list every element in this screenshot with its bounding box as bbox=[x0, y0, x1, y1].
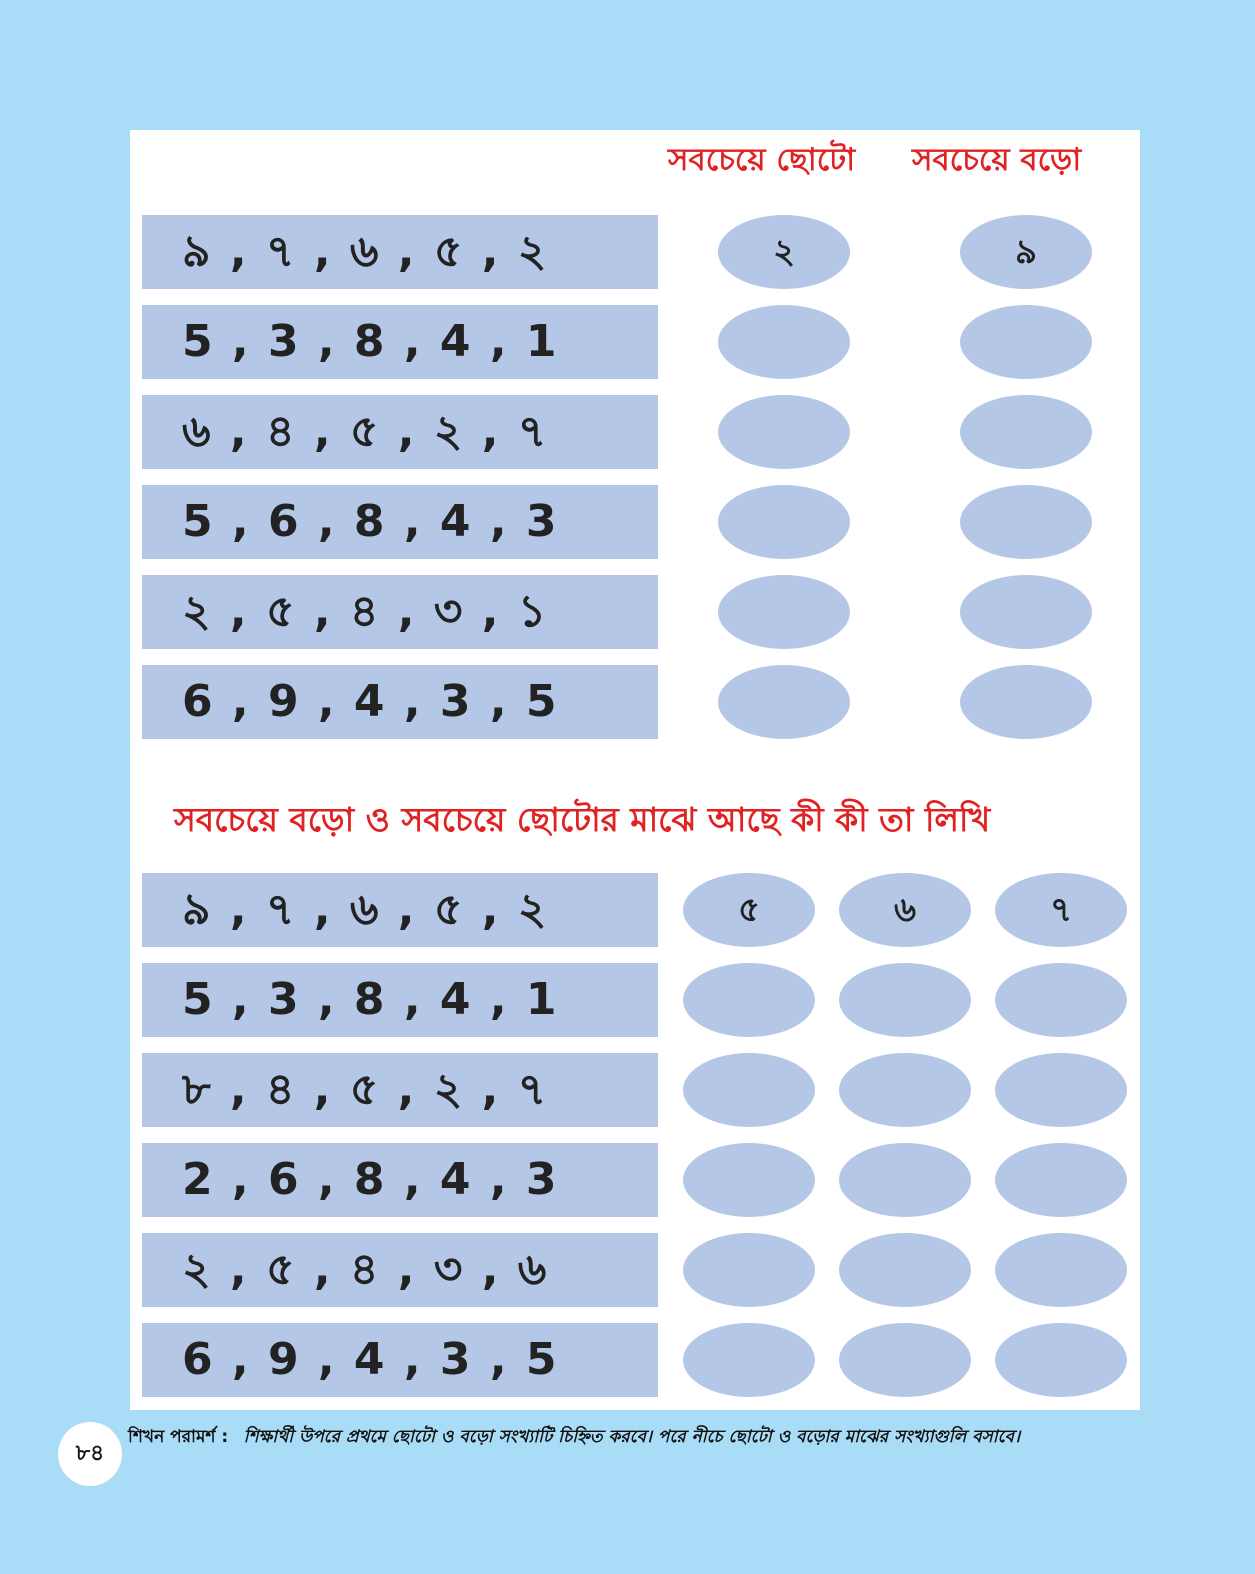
number-row: 2 , 6 , 8 , 4 , 3 bbox=[142, 1143, 658, 1217]
page-footer bbox=[0, 1410, 1255, 1490]
number-row: 5 , 3 , 8 , 4 , 1 bbox=[142, 963, 658, 1037]
smallest-answer-oval[interactable] bbox=[718, 305, 850, 379]
between-answer-oval[interactable] bbox=[683, 1323, 815, 1397]
number-row: 5 , 6 , 8 , 4 , 3 bbox=[142, 485, 658, 559]
between-answer-oval[interactable] bbox=[839, 1143, 971, 1217]
learning-tip bbox=[128, 1424, 1020, 1452]
between-answer-oval[interactable] bbox=[683, 1053, 815, 1127]
number-row: ২ , ৫ , ৪ , ৩ , ৬ bbox=[142, 1233, 658, 1307]
page-number: ৮৪ bbox=[58, 1422, 122, 1486]
between-answer-oval[interactable] bbox=[995, 1323, 1127, 1397]
between-answer-oval[interactable] bbox=[995, 1233, 1127, 1307]
between-answer-oval[interactable] bbox=[995, 1143, 1127, 1217]
number-row: 5 , 3 , 8 , 4 , 1 bbox=[142, 305, 658, 379]
tip-label: শিখন পরামর্শ : bbox=[128, 1427, 229, 1447]
between-answer-oval[interactable] bbox=[683, 1233, 815, 1307]
number-row: ৬ , ৪ , ৫ , ২ , ৭ bbox=[142, 395, 658, 469]
between-heading: সবচেয়ে বড়ো ও সবচেয়ে ছোটোর মাঝে আছে কী কী তা লিখি bbox=[174, 800, 991, 839]
tip-text: শিক্ষার্থী উপরে প্রথমে ছোটো ও বড়ো সংখ্যাটি চিহ্নিত করবে। পরে নীচে ছোটো ও বড়োর মাঝের সংখ্যাগুলি বসাবে। bbox=[243, 1427, 1021, 1447]
largest-answer-oval[interactable] bbox=[960, 665, 1092, 739]
between-answer-oval[interactable] bbox=[839, 1053, 971, 1127]
smallest-answer-oval[interactable] bbox=[718, 575, 850, 649]
number-row: 6 , 9 , 4 , 3 , 5 bbox=[142, 1323, 658, 1397]
smallest-answer-oval[interactable] bbox=[718, 395, 850, 469]
between-answer-oval[interactable]: ৫ bbox=[683, 873, 815, 947]
smallest-answer-oval[interactable] bbox=[718, 665, 850, 739]
between-answer-oval[interactable] bbox=[995, 1053, 1127, 1127]
between-answer-oval[interactable] bbox=[683, 963, 815, 1037]
between-answer-oval[interactable] bbox=[839, 963, 971, 1037]
between-answer-oval[interactable]: ৭ bbox=[995, 873, 1127, 947]
worksheet bbox=[130, 130, 1140, 1410]
largest-answer-oval[interactable] bbox=[960, 485, 1092, 559]
heading-smallest: সবচেয়ে ছোটো bbox=[668, 142, 856, 178]
number-row: ৮ , ৪ , ৫ , ২ , ৭ bbox=[142, 1053, 658, 1127]
largest-answer-oval[interactable] bbox=[960, 575, 1092, 649]
between-answer-oval[interactable] bbox=[839, 1323, 971, 1397]
number-row: ৯ , ৭ , ৬ , ৫ , ২ bbox=[142, 873, 658, 947]
between-answer-oval[interactable]: ৬ bbox=[839, 873, 971, 947]
largest-answer-oval[interactable]: ৯ bbox=[960, 215, 1092, 289]
smallest-answer-oval[interactable]: ২ bbox=[718, 215, 850, 289]
heading-largest: সবচেয়ে বড়ো bbox=[912, 142, 1082, 178]
between-answer-oval[interactable] bbox=[683, 1143, 815, 1217]
smallest-answer-oval[interactable] bbox=[718, 485, 850, 559]
number-row: 6 , 9 , 4 , 3 , 5 bbox=[142, 665, 658, 739]
largest-answer-oval[interactable] bbox=[960, 395, 1092, 469]
number-row: ৯ , ৭ , ৬ , ৫ , ২ bbox=[142, 215, 658, 289]
between-answer-oval[interactable] bbox=[839, 1233, 971, 1307]
number-row: ২ , ৫ , ৪ , ৩ , ১ bbox=[142, 575, 658, 649]
between-answer-oval[interactable] bbox=[995, 963, 1127, 1037]
largest-answer-oval[interactable] bbox=[960, 305, 1092, 379]
